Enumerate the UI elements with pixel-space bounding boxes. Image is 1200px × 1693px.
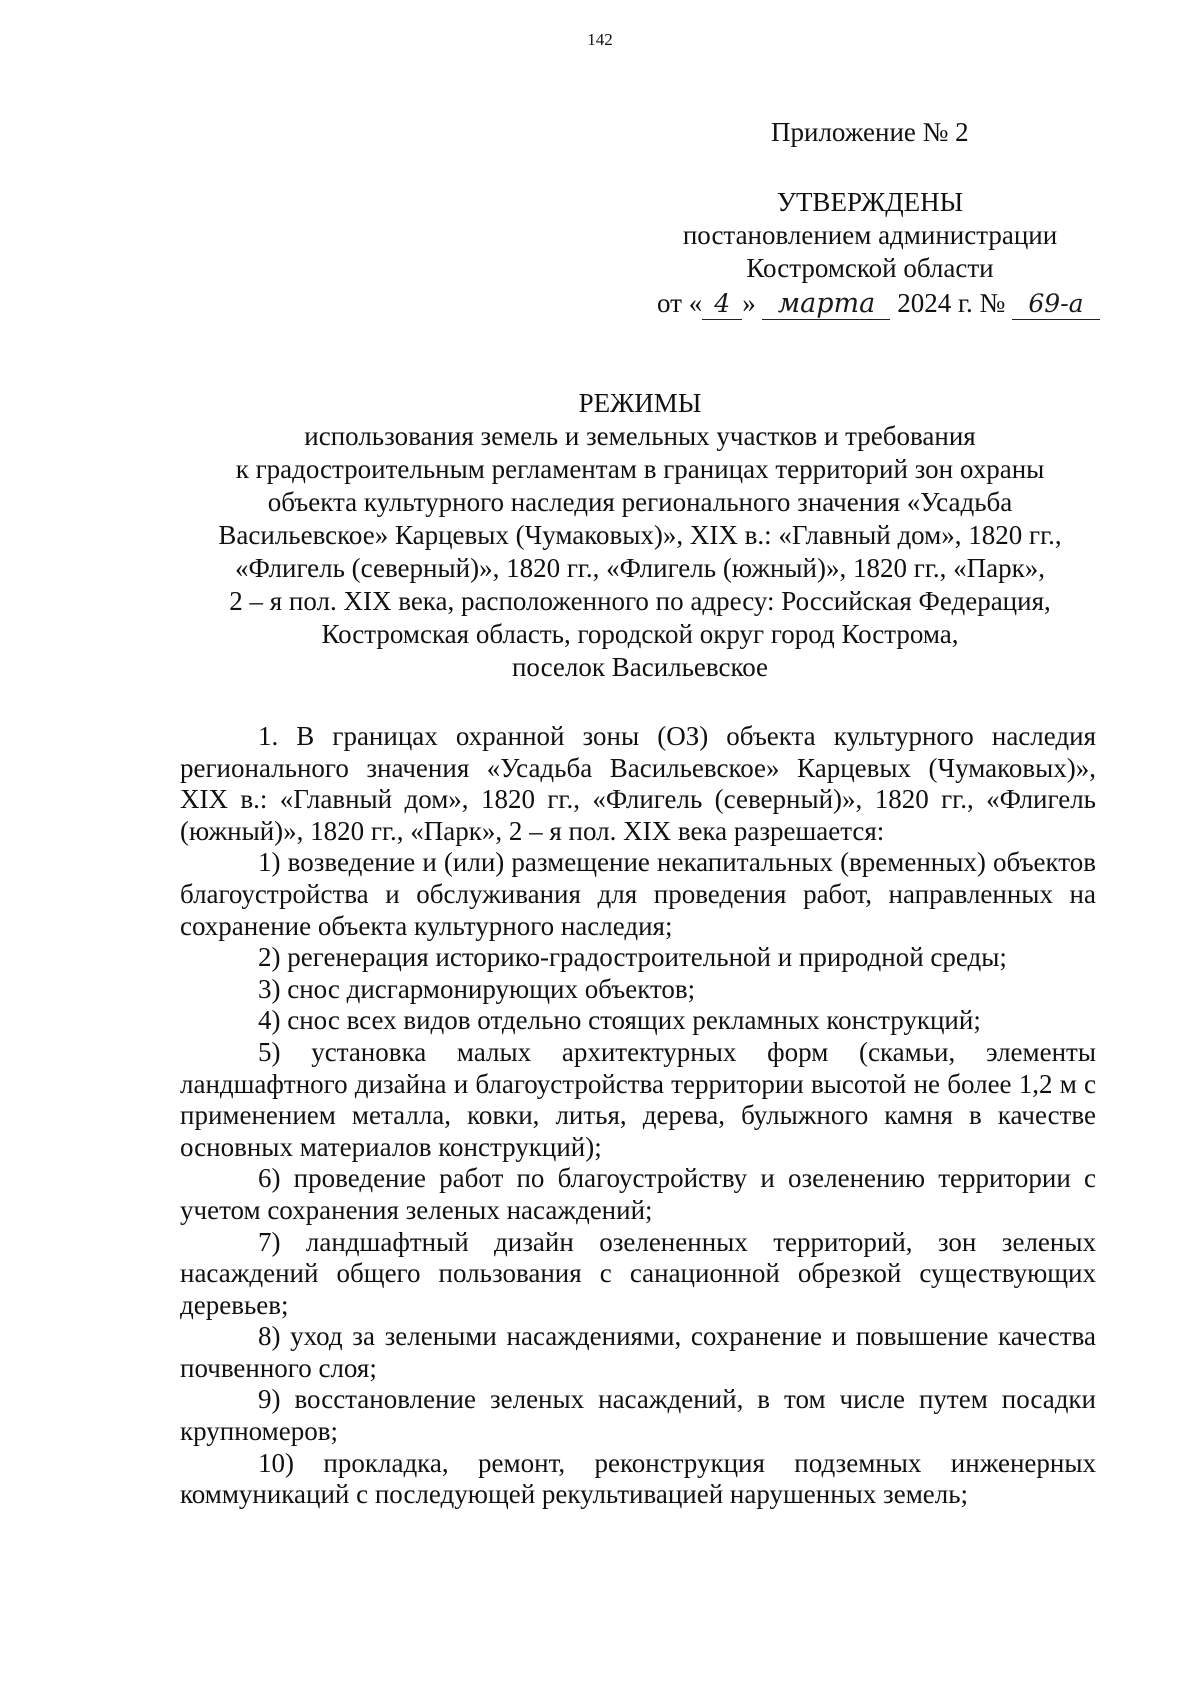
date-year: 2024 г. № xyxy=(897,288,1006,318)
handwritten-day: 4 xyxy=(702,289,742,320)
title-line: к градостроительным регламентам в границах территорий зон охраны xyxy=(235,454,1045,484)
title-line: поселок Васильевское xyxy=(511,652,769,682)
date-prefix: от « xyxy=(657,288,703,318)
document-body xyxy=(180,721,1096,1511)
approval-line-1: постановлением администрации xyxy=(682,220,1058,250)
title-line: 2 – я пол. XIX века, расположенного по адресу: Российская Федерация, xyxy=(229,586,1051,616)
body-paragraph: 10) прокладка, ремонт, реконструкция подземных инженерных коммуникаций с последующей рекультивацией нарушенных земель; xyxy=(180,1447,1096,1510)
body-paragraph: 9) восстановление зеленых насаждений, в том числе путем посадки крупномеров; xyxy=(180,1384,1096,1447)
title-line: объекта культурного наследия регионального значения «Усадьба xyxy=(267,487,1013,517)
title-line: Костромская область, городской округ город Кострома, xyxy=(321,619,959,649)
handwritten-month: марта xyxy=(762,289,890,320)
title-line: использования земель и земельных участков и требования xyxy=(304,421,976,451)
approval-date-line xyxy=(657,287,1100,320)
document-title xyxy=(0,387,1200,684)
title-heading: РЕЖИМЫ xyxy=(578,388,702,418)
body-paragraph: 4) снос всех видов отдельно стоящих рекламных конструкций; xyxy=(258,1005,981,1036)
body-paragraph: 2) регенерация историко-градостроительной и природной среды; xyxy=(258,942,1007,973)
body-paragraph: 8) уход за зелеными насаждениями, сохранение и повышение качества почвенного слоя; xyxy=(180,1321,1096,1383)
approval-line-2: Костромской области xyxy=(746,253,994,283)
body-paragraph: 3) снос дисгармонирующих объектов; xyxy=(258,973,696,1004)
body-paragraph: 1) возведение и (или) размещение некапитальных (временных) объектов благоустройства и обслуживания для проведения работ, направленных на сохранение объекта культурного наследия; xyxy=(180,847,1096,941)
appendix-label: Приложение № 2 xyxy=(771,117,969,147)
approval-heading: УТВЕРЖДЕНЫ xyxy=(776,187,964,217)
body-paragraph: 6) проведение работ по благоустройству и озеленению территории с учетом сохранения зеленых насаждений; xyxy=(180,1163,1096,1225)
title-line: Васильевское» Карцевых (Чумаковых)», XIX в.: «Главный дом», 1820 гг., xyxy=(218,520,1062,550)
body-paragraph: 7) ландшафтный дизайн озелененных территорий, зон зеленых насаждений общего пользования с санационной обрезкой существующих деревьев; xyxy=(180,1226,1096,1320)
date-day-suffix: » xyxy=(742,288,756,318)
title-line: «Флигель (северный)», 1820 гг., «Флигель (южный)», 1820 гг., «Парк», xyxy=(235,553,1045,583)
approval-block xyxy=(620,186,1120,285)
handwritten-number: 69-а xyxy=(1012,289,1100,320)
body-paragraph: 1. В границах охранной зоны (ОЗ) объекта культурного наследия регионального значения «Усадьба Васильевское» Карцевых (Чумаковых)», XIX в.: «Главный дом», 1820 гг., «Флигель (северный)», 1820 гг., «Флигель (южный)», 1820 гг., «Парк», 2 – я пол. XIX века разрешается: xyxy=(180,721,1096,846)
page-number: 142 xyxy=(587,30,613,49)
body-paragraph: 5) установка малых архитектурных форм (скамьи, элементы ландшафтного дизайна и благоустройства территории высотой не более 1,2 м с применением металла, ковки, литья, дерева, булыжного камня в качестве основных материалов конструкций); xyxy=(180,1036,1096,1162)
